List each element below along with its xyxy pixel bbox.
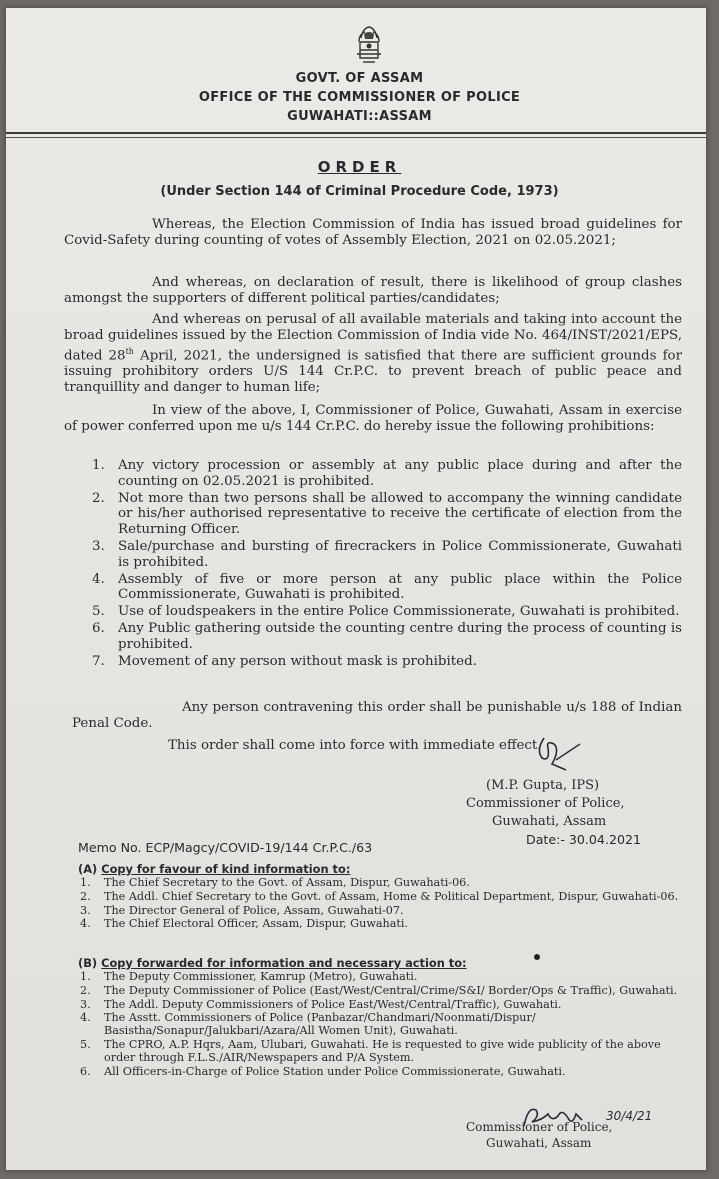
preamble-paragraph-4: In view of the above, I, Commissioner of Police, Guwahati, Assam in exercise of power conferred upon me u/s 144 Cr.P.C. do hereby issue the following prohibitions: xyxy=(64,403,682,434)
list-item-text: Any Public gathering outside the counting centre during the process of counting is prohibited. xyxy=(118,620,682,652)
list-item-text: The Addl. Chief Secretary to the Govt. of Assam, Home & Political Department, Dispur, Guwahati-06. xyxy=(104,889,679,903)
list-item xyxy=(80,985,680,998)
document-page xyxy=(6,8,706,1170)
order-title xyxy=(6,158,706,176)
list-item xyxy=(92,604,682,620)
list-item-number: 4. xyxy=(92,571,105,587)
list-item-number: 3. xyxy=(80,997,91,1011)
ink-dot xyxy=(534,954,540,960)
footer-signatory-place: Guwahati, Assam xyxy=(486,1136,592,1150)
preamble-paragraph-2: And whereas, on declaration of result, there is likelihood of group clashes amongst the supporters of different political parties/candidates; xyxy=(64,275,682,306)
section-b-title: Copy forwarded for information and necessary action to: xyxy=(101,956,467,970)
section-a-heading xyxy=(78,862,350,876)
list-item-text: The Asstt. Commissioners of Police (Panbazar/Chandmari/Noonmati/Dispur/ Basistha/Sonapur/Jalukbari/Azara/All Women Unit), Guwahati. xyxy=(104,1011,536,1038)
section-a-label: (A) xyxy=(78,862,98,876)
list-item-text: All Officers-in-Charge of Police Station under Police Commissionerate, Guwahati. xyxy=(104,1064,566,1078)
list-item-number: 7. xyxy=(92,653,105,669)
list-item-number: 1. xyxy=(92,458,105,473)
list-item xyxy=(92,491,682,538)
list-item-text: The Addl. Deputy Commissioners of Police East/West/Central/Traffic), Guwahati. xyxy=(104,997,562,1011)
list-item-text: Sale/purchase and bursting of firecrackers in Police Commissionerate, Guwahati is prohibited. xyxy=(118,538,682,570)
list-item-text: The Director General of Police, Assam, Guwahati-07. xyxy=(104,903,404,917)
list-item-text: Movement of any person without mask is prohibited. xyxy=(118,653,477,669)
penalty-paragraph: Any person contravening this order shall be punishable u/s 188 of Indian Penal Code. xyxy=(72,700,682,731)
list-item-text: The Deputy Commissioner of Police (East/West/Central/Crime/S&I/ Border/Ops & Traffic), Guwahati. xyxy=(104,983,678,997)
list-item xyxy=(80,1066,680,1079)
footer-signatory-designation: Commissioner of Police, xyxy=(466,1120,613,1134)
section-b-heading xyxy=(78,956,467,970)
header-govt: GOVT. OF ASSAM xyxy=(295,71,424,86)
header-office: OFFICE OF THE COMMISSIONER OF POLICE xyxy=(198,90,521,105)
paragraph-3-sup: th xyxy=(125,347,134,356)
list-item-number: 4. xyxy=(80,1011,91,1025)
list-item-number: 5. xyxy=(92,604,105,620)
state-emblem-icon xyxy=(349,20,389,68)
list-item xyxy=(80,999,680,1012)
list-item xyxy=(92,654,682,670)
list-item xyxy=(80,1012,680,1038)
preamble-paragraph-1: Whereas, the Election Commission of India has issued broad guidelines for Covid-Safety during counting of votes of Assembly Election, 2021 on 02.05.2021; xyxy=(64,217,682,248)
list-item-text: The CPRO, A.P. Hqrs, Aam, Ulubari, Guwahati. He is requested to give wide publicity of the above order through F.L.S./AIR/Newspapers and P/A System. xyxy=(104,1037,661,1064)
paragraph-3-text-cont: April, 2021, the undersigned is satisfied that there are sufficient grounds for issuing prohibitory orders U/S 144 Cr.P.C. to prevent breach of public peace and tranquillity and danger to human life; xyxy=(64,348,682,396)
list-item-text: The Chief Secretary to the Govt. of Assam, Dispur, Guwahati-06. xyxy=(104,876,470,889)
list-item-number: 6. xyxy=(80,1064,91,1078)
order-title-text: ORDER xyxy=(317,158,402,176)
list-item-text: Not more than two persons shall be allowed to accompany the winning candidate or his/her authorised representative to receive the certificate of election from the Returning Officer. xyxy=(118,490,682,538)
order-subtitle: (Under Section 144 of Criminal Procedure Code, 1973) xyxy=(160,184,559,199)
effect-paragraph: This order shall come into force with immediate effect. xyxy=(168,738,542,753)
officer-signature xyxy=(526,730,586,782)
section-b-label: (B) xyxy=(78,956,98,970)
list-item-text: The Chief Electoral Officer, Assam, Dispur, Guwahati. xyxy=(104,917,409,931)
list-item-text: Assembly of five or more person at any public place within the Police Commissionerate, Guwahati is prohibited. xyxy=(118,571,682,603)
list-item xyxy=(92,539,682,571)
list-item-number: 6. xyxy=(92,620,105,636)
list-item xyxy=(80,891,680,904)
list-item-number: 3. xyxy=(80,903,91,917)
header-divider xyxy=(6,132,706,134)
section-a-list xyxy=(80,877,680,932)
list-item xyxy=(80,971,680,984)
list-item-number: 2. xyxy=(80,983,91,997)
list-item-number: 5. xyxy=(80,1037,91,1051)
list-item-text: Any victory procession or assembly at any public place during and after the counting on 02.05.2021 is prohibited. xyxy=(118,458,682,489)
list-item xyxy=(92,621,682,653)
list-item xyxy=(80,918,680,931)
list-item-text: Use of loudspeakers in the entire Police Commissionerate, Guwahati is prohibited. xyxy=(118,604,680,620)
list-item xyxy=(92,458,682,490)
handwritten-date: 30/4/21 xyxy=(606,1109,653,1123)
paragraph-3-text: And whereas on perusal of all available materials and taking into account the broad guidelines issued by the Election Commission of India vide No. 464/INST/2021/EPS, dated 28 xyxy=(64,312,682,364)
signatory-name: (M.P. Gupta, IPS) xyxy=(486,778,600,793)
section-a-title: Copy for favour of kind information to: xyxy=(101,862,351,876)
list-item xyxy=(80,905,680,918)
section-b-list xyxy=(80,971,680,1079)
list-item xyxy=(80,877,680,890)
memo-date: Date:- 30.04.2021 xyxy=(526,832,641,847)
memo-number: Memo No. ECP/Magcy/COVID-19/144 Cr.P.C./63 xyxy=(78,840,373,855)
list-item xyxy=(92,572,682,604)
list-item-number: 4. xyxy=(80,917,91,931)
list-item-number: 2. xyxy=(92,490,105,506)
signatory-place: Guwahati, Assam xyxy=(492,814,607,829)
list-item-text: The Deputy Commissioner, Kamrup (Metro), Guwahati. xyxy=(104,970,418,983)
list-item-number: 3. xyxy=(92,538,105,554)
list-item xyxy=(80,1039,680,1065)
preamble-paragraph-3 xyxy=(64,312,682,396)
header-divider-thin xyxy=(6,137,706,138)
prohibitions-list xyxy=(92,458,682,670)
header-location: GUWAHATI::ASSAM xyxy=(287,109,432,124)
list-item-number: 1. xyxy=(80,876,91,889)
list-item-number: 2. xyxy=(80,889,91,903)
list-item-number: 1. xyxy=(80,970,91,983)
signatory-designation: Commissioner of Police, xyxy=(466,796,625,811)
